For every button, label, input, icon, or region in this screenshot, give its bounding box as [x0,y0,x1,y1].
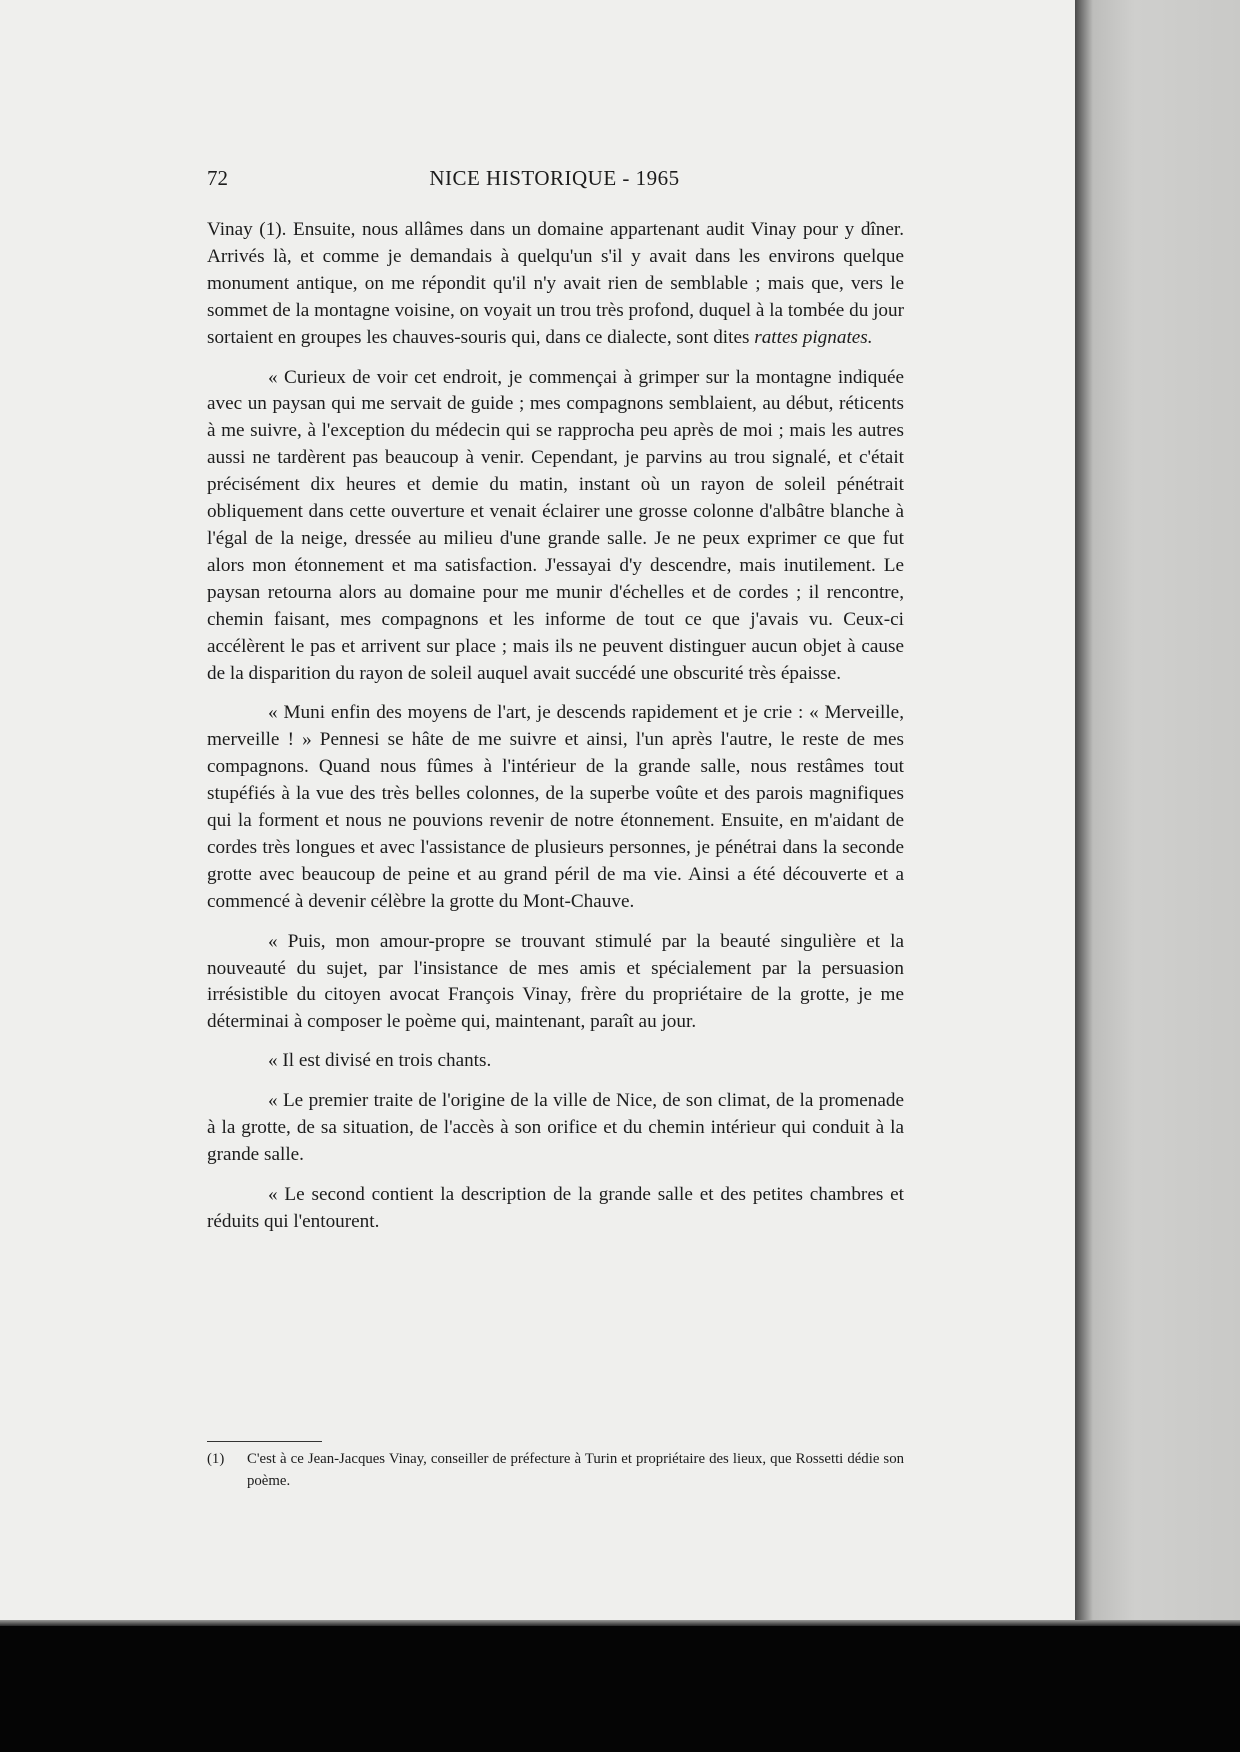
paragraph-1-text: Vinay (1). Ensuite, nous allâmes dans un domaine appartenant audit Vinay pour y dîner. Arrivés là, et comme je demandais à quelqu'un s'il y avait dans les environs quelque monument antique, on me répondit qu'il n'y avait rien de semblable ; mais que, vers le sommet de la montagne voisine, on voyait un trou très profond, duquel à la tombée du jour sortaient en groupes les chauves-souris qui, dans ce dialecte, sont dites [207,219,904,348]
footnote [207,1448,904,1492]
footnote-text: C'est à ce Jean-Jacques Vinay, conseiller de préfecture à Turin et propriétaire des lieux, que Rossetti dédie son poème. [247,1451,904,1489]
running-title: NICE HISTORIQUE - 1965 [429,166,680,190]
page-number: 72 [207,166,228,190]
paragraph-7: « Le second contient la description de la grande salle et des petites chambres et réduits qui l'entourent. [207,1183,904,1232]
paragraph-6: « Le premier traite de l'origine de la ville de Nice, de son climat, de la promenade à la grotte, de sa situation, de l'accès à son orifice et du chemin intérieur qui conduit à la grande salle. [207,1090,904,1165]
scan-bottom-band [0,1620,1240,1752]
footnote-mark: (1) [207,1451,225,1467]
paragraph-4: « Puis, mon amour-propre se trouvant stimulé par la beauté singulière et la nouveauté du sujet, par l'insistance de mes amis et spécialement par la persuasion irrésistible du citoyen avocat François Vinay, frère du propriétaire de la grotte, je me déterminai à composer le poème qui, maintenant, paraît au jour. [207,930,904,1033]
italic-phrase: rattes pignates. [754,326,873,348]
paragraph-5: « Il est divisé en trois chants. [268,1050,492,1072]
facing-page-edge [1075,0,1240,1620]
footnote-rule [207,1441,322,1442]
scan-edge-sheen [0,1620,1240,1626]
page-header [207,166,902,196]
paragraph-1 [207,217,904,352]
paragraph-2: « Curieux de voir cet endroit, je commençai à grimper sur la montagne indiquée avec un paysan qui me servait de guide ; mes compagnons semblaient, au début, réticents à me suivre, à l'exception du médecin qui se rapprocha peu après de moi ; mais les autres aussi ne tardèrent pas beaucoup à venir. Cependant, je parvins au trou signalé, et c'était précisément dix heures et demie du matin, instant où un rayon de soleil pénétrait obliquement dans cette ouverture et venait éclairer une grosse colonne d'albâtre blanche à l'égal de la neige, dressée au milieu d'une grande salle. Je ne peux exprimer ce que fut alors mon étonnement et ma satisfaction. J'essayai d'y descendre, mais inutilement. Le paysan retourna alors au domaine pour me munir d'échelles et de cordes ; il rencontre, chemin faisant, mes compagnons et les informe de tout ce que j'avais vu. Ceux-ci accélèrent le pas et arrivent sur place ; mais ils ne peuvent distinguer aucun objet à cause de la disparition du rayon de soleil auquel avait succédé une obscurité très épaisse. [207,366,904,684]
body-text [207,217,904,1236]
paragraph-3: « Muni enfin des moyens de l'art, je descends rapidement et je crie : « Merveille, merveille ! » Pennesi se hâte de me suivre et ainsi, l'un après l'autre, le reste de mes compagnons. Quand nous fûmes à l'intérieur de la grande salle, nous restâmes tout stupéfiés à la vue des très belles colonnes, de la superbe voûte et des parois magnifiques qui la forment et nous ne pouvions revenir de notre étonnement. Ensuite, en m'aidant de cordes très longues et avec l'assistance de plusieurs personnes, je pénétrai dans la seconde grotte avec beaucoup de peine et au grand péril de ma vie. Ainsi a été découverte et a commencé à devenir célèbre la grotte du Mont-Chauve. [207,702,904,912]
